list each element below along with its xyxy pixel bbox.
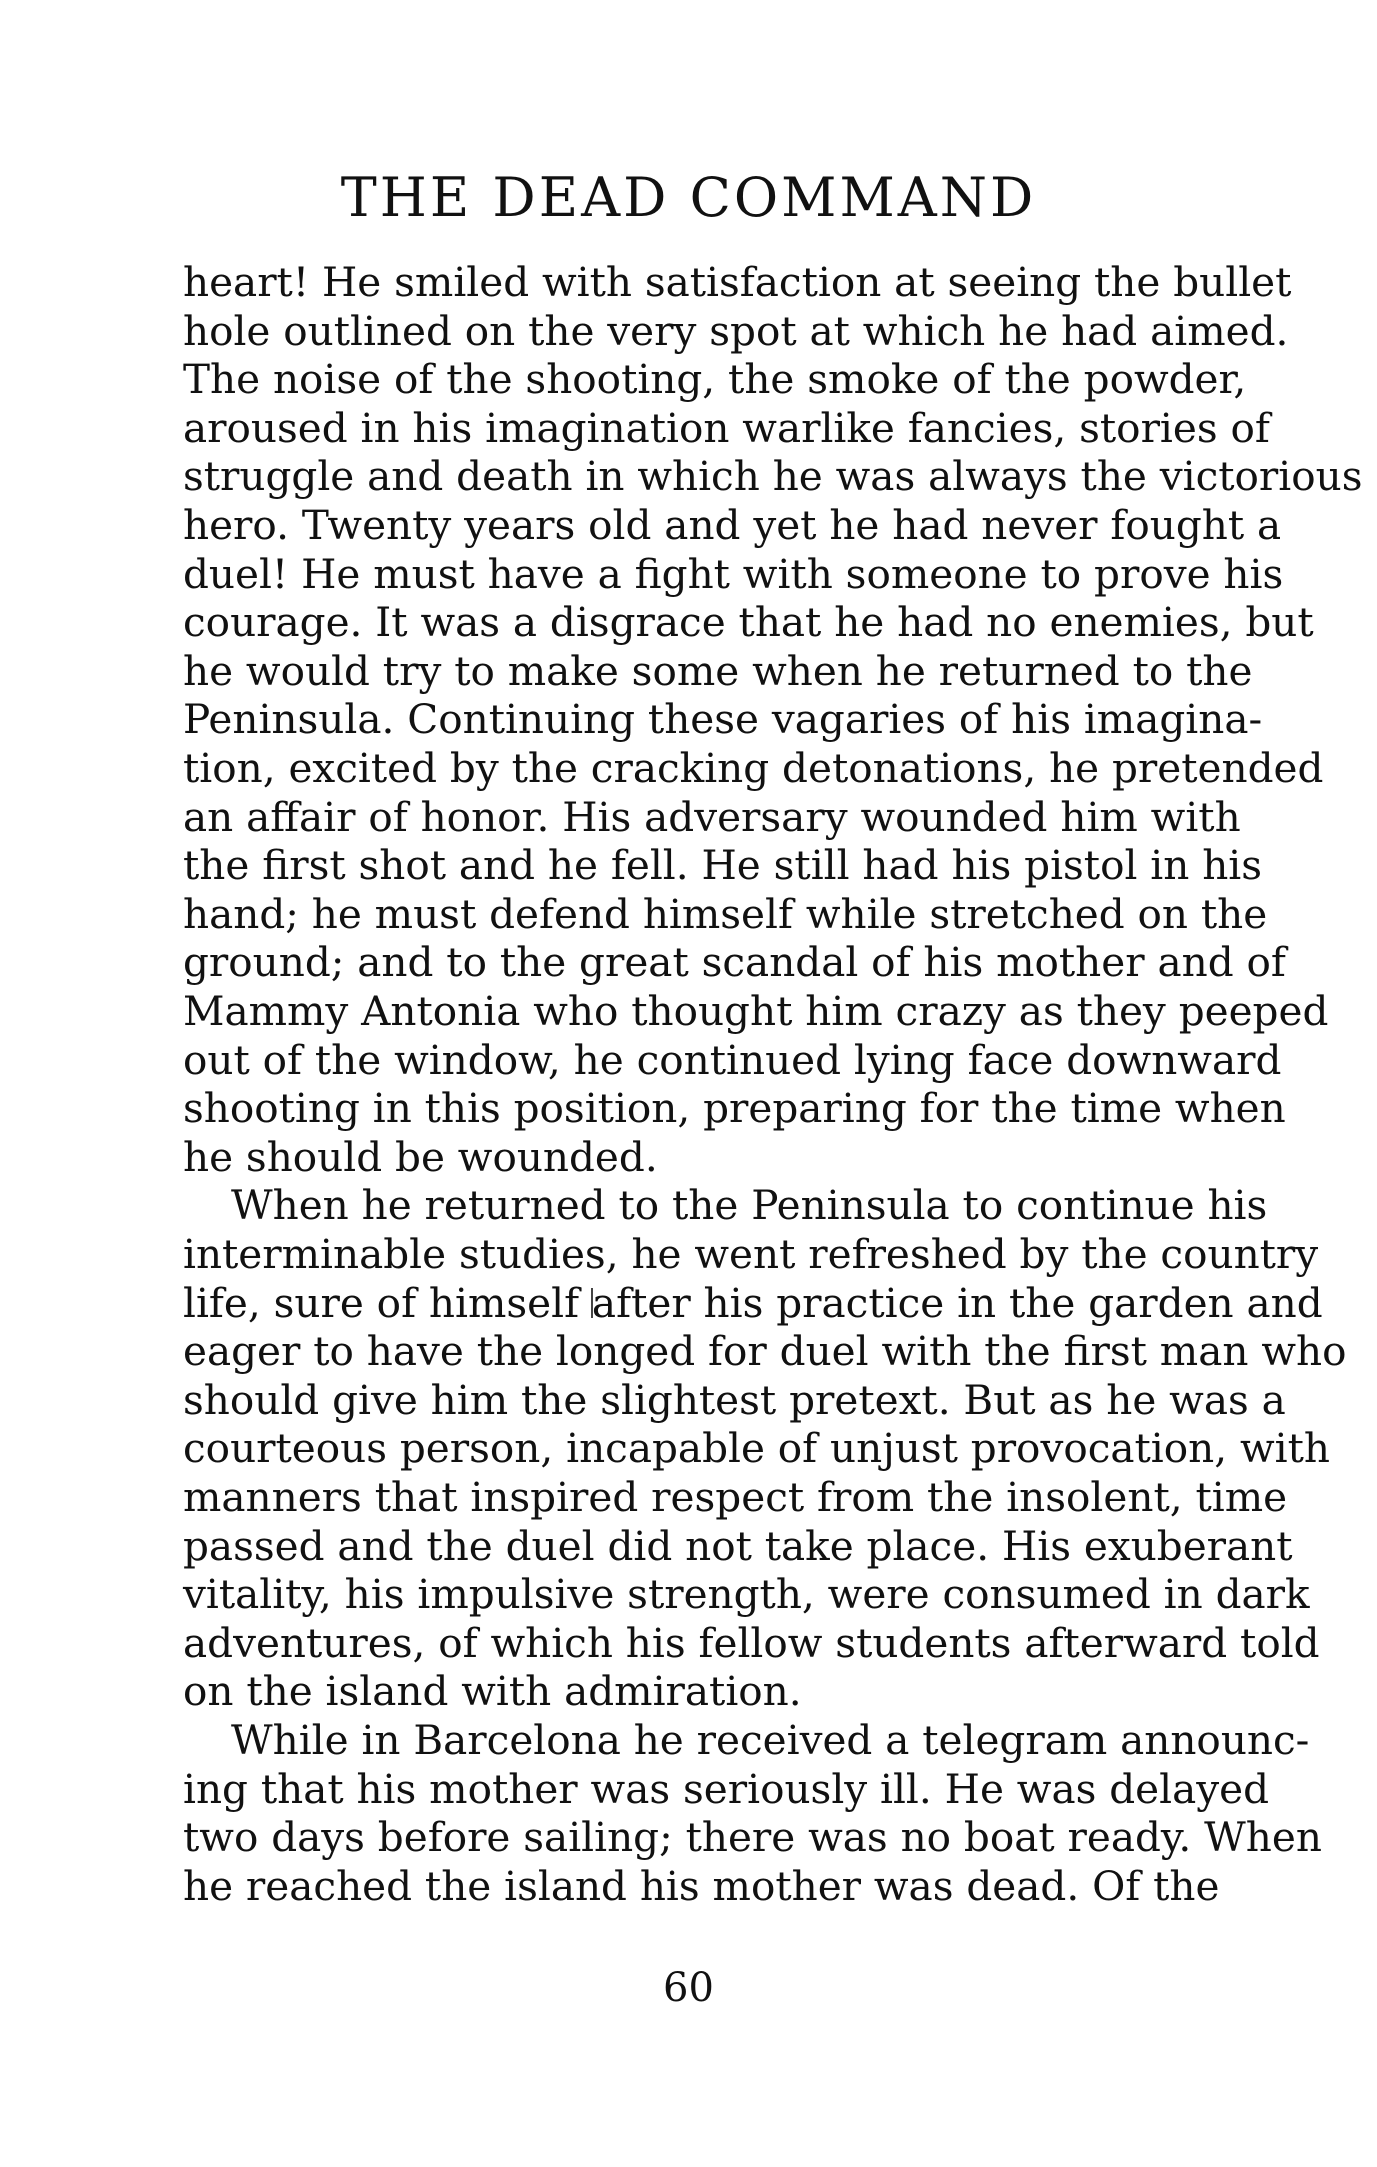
text-line: adventures, of which his fellow students afterward told bbox=[183, 1618, 1320, 1667]
page-number: 60 bbox=[663, 1965, 714, 2011]
text-line: he would try to make some when he returned to the bbox=[183, 646, 1253, 695]
text-line: The noise of the shooting, the smoke of the powder, bbox=[183, 355, 1247, 404]
text-line: should give him the slightest pretext. But as he was a bbox=[183, 1375, 1286, 1424]
running-head: THE DEAD COMMAND bbox=[340, 166, 1037, 229]
text-line: on the island with admiration. bbox=[183, 1667, 802, 1716]
text-line: two days before sailing; there was no boat ready. When bbox=[183, 1813, 1322, 1862]
text-line: he should be wounded. bbox=[183, 1132, 658, 1181]
text-line: courteous person, incapable of unjust provocation, with bbox=[183, 1424, 1330, 1473]
text-line: an affair of honor. His adversary wounded him with bbox=[183, 792, 1241, 841]
text-line: ground; and to the great scandal of his mother and of bbox=[183, 938, 1286, 987]
text-line: shooting in this position, preparing for the time when bbox=[183, 1084, 1286, 1133]
text-line: hand; he must defend himself while stretched on the bbox=[183, 889, 1268, 938]
text-line: eager to have the longed for duel with the first man who bbox=[183, 1327, 1347, 1376]
text-line: Mammy Antonia who thought him crazy as they peeped bbox=[183, 987, 1329, 1035]
text-line: tion, excited by the cracking detonations, he pretended bbox=[183, 744, 1324, 792]
text-line: When he returned to the Peninsula to continue his bbox=[231, 1181, 1268, 1230]
text-line: life, sure of himself after his practice in the garden and bbox=[183, 1278, 1323, 1327]
text-line: ing that his mother was seriously ill. He was delayed bbox=[183, 1764, 1270, 1813]
text-line: duel! He must have a fight with someone to prove his bbox=[183, 549, 1284, 598]
text-line: courage. It was a disgrace that he had no enemies, but bbox=[183, 598, 1314, 647]
text-line: passed and the duel did not take place. His exuberant bbox=[183, 1521, 1293, 1570]
text-line: manners that inspired respect from the insolent, time bbox=[183, 1473, 1288, 1521]
text-line: the first shot and he fell. He still had his pistol in his bbox=[183, 841, 1263, 890]
text-line: Peninsula. Continuing these vagaries of his imagina- bbox=[183, 695, 1263, 744]
text-line: hero. Twenty years old and yet he had never fought a bbox=[183, 501, 1282, 549]
text-line: vitality, his impulsive strength, were consumed in dark bbox=[183, 1570, 1310, 1619]
text-line: While in Barcelona he received a telegram announc- bbox=[231, 1716, 1310, 1764]
text-line: he reached the island his mother was dead. Of the bbox=[183, 1861, 1220, 1910]
text-line: out of the window, he continued lying face downward bbox=[183, 1035, 1282, 1084]
text-line: heart! He smiled with satisfaction at seeing the bullet bbox=[183, 258, 1292, 306]
text-line: interminable studies, he went refreshed by the country bbox=[183, 1230, 1319, 1278]
text-line: aroused in his imagination warlike fancies, stories of bbox=[183, 403, 1270, 452]
text-line: hole outlined on the very spot at which he had aimed. bbox=[183, 306, 1289, 355]
text-line: struggle and death in which he was always the victorious bbox=[183, 452, 1363, 501]
